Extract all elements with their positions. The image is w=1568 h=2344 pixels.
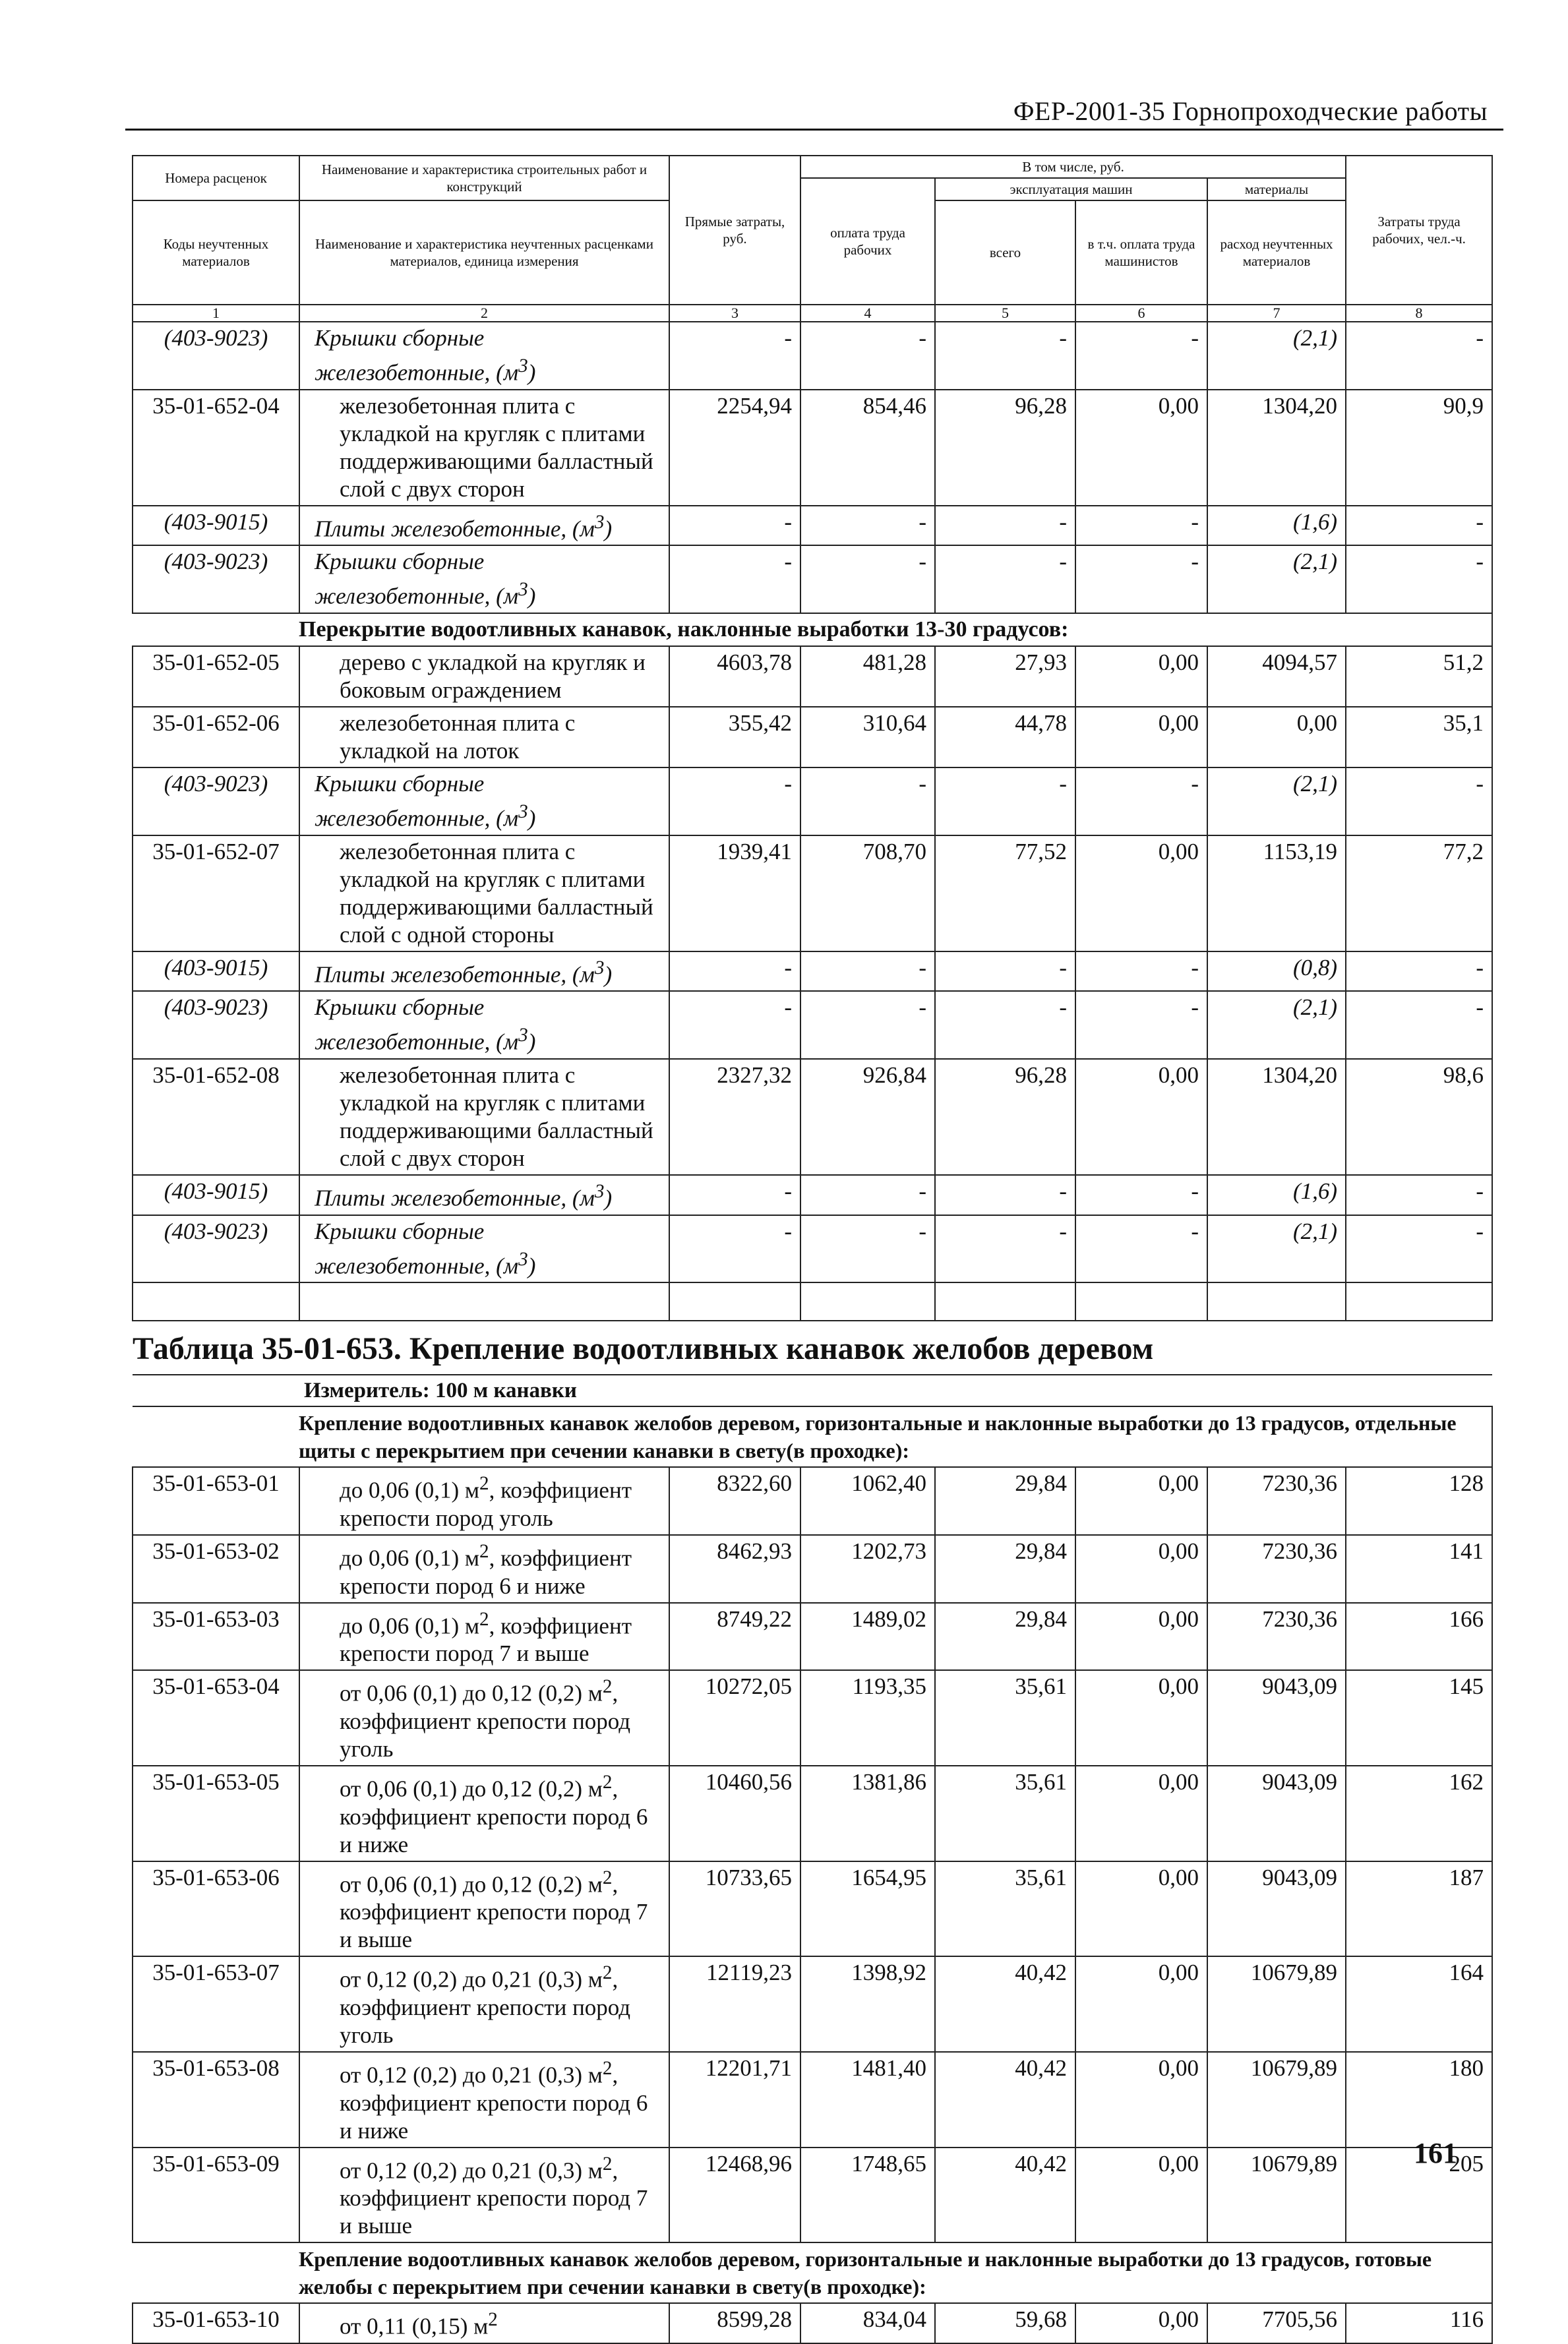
value-cell: 1304,20 — [1207, 390, 1346, 506]
value-cell: 12468,96 — [669, 2148, 800, 2243]
value-cell: 10679,89 — [1207, 2052, 1346, 2148]
value-cell: 0,00 — [1075, 2052, 1207, 2148]
rate-description: до 0,06 (0,1) $м^2$, коэффициент крепости пород 7 и выше — [299, 1603, 669, 1671]
col2-header-bottom: Наименование и характеристика неучтенных расценками материалов, единица измерения — [299, 200, 669, 305]
value-cell: 708,70 — [800, 835, 935, 951]
value-cell: 7705,56 — [1207, 2303, 1346, 2343]
value-cell: 166 — [1346, 1603, 1492, 1671]
material-row — [133, 951, 1492, 992]
rate-row — [133, 2052, 1492, 2148]
column-number: 4 — [800, 305, 935, 322]
value-cell: - — [800, 767, 935, 835]
value-cell: 10679,89 — [1207, 2148, 1346, 2243]
value-cell: 35,61 — [935, 1670, 1075, 1766]
value-cell: (1,6) — [1207, 1175, 1346, 1215]
table-title: Таблица 35-01-653. Крепление водоотливных канавок желобов деревом — [133, 1321, 1492, 1375]
column-number: 5 — [935, 305, 1075, 322]
value-cell: 10460,56 — [669, 1766, 800, 1861]
material-name: Плиты железобетонные, $(м^3)$ — [299, 506, 669, 546]
value-cell: - — [669, 1215, 800, 1283]
value-cell: 128 — [1346, 1467, 1492, 1535]
value-cell: 35,61 — [935, 1861, 1075, 1957]
value-cell: 481,28 — [800, 646, 935, 707]
value-cell: 4094,57 — [1207, 646, 1346, 707]
col7-header: расход неучтенных материалов — [1207, 200, 1346, 305]
rate-description: железобетонная плита с укладкой на кругляк с плитами поддерживающими балластный слой с одной стороны — [299, 835, 669, 951]
rate-description: дерево с укладкой на кругляк и боковым ограждением — [299, 646, 669, 707]
value-cell: - — [669, 991, 800, 1059]
value-cell: - — [1346, 322, 1492, 390]
value-cell: 0,00 — [1075, 707, 1207, 767]
value-cell: 96,28 — [935, 1059, 1075, 1175]
value-cell: - — [669, 1175, 800, 1215]
value-cell: 1481,40 — [800, 2052, 935, 2148]
value-cell: 10272,05 — [669, 1670, 800, 1766]
section-heading-text: Крепление водоотливных канавок желобов деревом, горизонтальные и наклонные выработки до 13 градусов, готовые желобы с перекрытием при сечении канавки в свету(в проходке): — [133, 2242, 1492, 2303]
section-heading — [133, 2242, 1492, 2303]
gap-cell — [1075, 1282, 1207, 1321]
value-cell: 1202,73 — [800, 1535, 935, 1603]
value-cell: 926,84 — [800, 1059, 935, 1175]
value-cell: 187 — [1346, 1861, 1492, 1957]
value-cell: 116 — [1346, 2303, 1492, 2343]
rate-description: железобетонная плита с укладкой на кругляк с плитами поддерживающими балластный слой с двух сторон — [299, 390, 669, 506]
value-cell: 310,64 — [800, 707, 935, 767]
value-cell: 1939,41 — [669, 835, 800, 951]
rate-row — [133, 1603, 1492, 1671]
material-row — [133, 545, 1492, 613]
value-cell: 0,00 — [1075, 835, 1207, 951]
value-cell: 7230,36 — [1207, 1603, 1346, 1671]
gap-cell — [1207, 1282, 1346, 1321]
value-cell: 1381,86 — [800, 1766, 935, 1861]
material-code: (403-9023) — [133, 767, 299, 835]
value-cell: - — [1346, 767, 1492, 835]
value-cell: - — [935, 322, 1075, 390]
value-cell: (2,1) — [1207, 1215, 1346, 1283]
value-cell: 1748,65 — [800, 2148, 935, 2243]
rate-description: железобетонная плита с укладкой на лоток — [299, 707, 669, 767]
material-name: Крышки сборные железобетонные, $(м^3)$ — [299, 322, 669, 390]
material-code: (403-9015) — [133, 951, 299, 992]
gap-cell — [299, 1282, 669, 1321]
rate-row — [133, 1670, 1492, 1766]
rate-description: железобетонная плита с укладкой на кругляк с плитами поддерживающими балластный слой с двух сторон — [299, 1059, 669, 1175]
value-cell: 77,2 — [1346, 835, 1492, 951]
machines-header: эксплуатация машин — [935, 178, 1207, 200]
value-cell: - — [935, 767, 1075, 835]
value-cell: 8462,93 — [669, 1535, 800, 1603]
rate-code: 35-01-652-07 — [133, 835, 299, 951]
material-code: (403-9023) — [133, 1215, 299, 1283]
value-cell: - — [669, 545, 800, 613]
section-heading — [133, 613, 1492, 646]
value-cell: 27,93 — [935, 646, 1075, 707]
section-heading-text: Перекрытие водоотливных канавок, наклонные выработки 13-30 градусов: — [133, 613, 1492, 646]
value-cell: 0,00 — [1075, 390, 1207, 506]
value-cell: 44,78 — [935, 707, 1075, 767]
gap-cell — [133, 1282, 299, 1321]
value-cell: - — [669, 767, 800, 835]
material-code: (403-9023) — [133, 545, 299, 613]
page-header — [125, 96, 1503, 131]
value-cell: - — [935, 1215, 1075, 1283]
column-number: 7 — [1207, 305, 1346, 322]
rate-description: от 0,12 (0,2) до 0,21 (0,3) $м^2$, коэффициент крепости пород 7 и выше — [299, 2148, 669, 2243]
material-name: Плиты железобетонные, $(м^3)$ — [299, 951, 669, 992]
value-cell: 2254,94 — [669, 390, 800, 506]
value-cell: 355,42 — [669, 707, 800, 767]
rate-row — [133, 2148, 1492, 2243]
value-cell: 96,28 — [935, 390, 1075, 506]
material-row — [133, 1175, 1492, 1215]
value-cell: - — [1346, 951, 1492, 992]
rate-row — [133, 390, 1492, 506]
value-cell: - — [1346, 1215, 1492, 1283]
material-row — [133, 1215, 1492, 1283]
table-gap — [133, 1282, 1492, 1321]
value-cell: 8599,28 — [669, 2303, 800, 2343]
value-cell: 12201,71 — [669, 2052, 800, 2148]
value-cell: (1,6) — [1207, 506, 1346, 546]
value-cell: - — [1075, 951, 1207, 992]
value-cell: - — [935, 506, 1075, 546]
value-cell: 1304,20 — [1207, 1059, 1346, 1175]
col5-header: всего — [935, 200, 1075, 305]
value-cell: 9043,09 — [1207, 1861, 1346, 1957]
rate-code: 35-01-652-06 — [133, 707, 299, 767]
value-cell: 29,84 — [935, 1467, 1075, 1535]
value-cell: 1654,95 — [800, 1861, 935, 1957]
value-cell: 10733,65 — [669, 1861, 800, 1957]
value-cell: 1153,19 — [1207, 835, 1346, 951]
rate-row — [133, 1059, 1492, 1175]
rate-description: от 0,12 (0,2) до 0,21 (0,3) $м^2$, коэффициент крепости пород 6 и ниже — [299, 2052, 669, 2148]
rate-row — [133, 1956, 1492, 2052]
value-cell: 40,42 — [935, 2052, 1075, 2148]
value-cell: 180 — [1346, 2052, 1492, 2148]
col1-header-top: Номера расценок — [133, 156, 299, 200]
rate-code: 35-01-653-05 — [133, 1766, 299, 1861]
rate-description: от 0,06 (0,1) до 0,12 (0,2) $м^2$, коэффициент крепости пород уголь — [299, 1670, 669, 1766]
value-cell: - — [1075, 545, 1207, 613]
material-code: (403-9023) — [133, 322, 299, 390]
rate-description: от 0,06 (0,1) до 0,12 (0,2) $м^2$, коэффициент крепости пород 6 и ниже — [299, 1766, 669, 1861]
rate-description: до 0,06 (0,1) $м^2$, коэффициент крепости пород 6 и ниже — [299, 1535, 669, 1603]
value-cell: 0,00 — [1075, 1766, 1207, 1861]
value-cell: - — [1075, 767, 1207, 835]
value-cell: 7230,36 — [1207, 1467, 1346, 1535]
value-cell: - — [1346, 991, 1492, 1059]
rate-description: от 0,11 (0,15) $м^2$ — [299, 2303, 669, 2343]
value-cell: 12119,23 — [669, 1956, 800, 2052]
value-cell: - — [1075, 991, 1207, 1059]
column-number: 8 — [1346, 305, 1492, 322]
value-cell: - — [1075, 322, 1207, 390]
value-cell: 0,00 — [1075, 1670, 1207, 1766]
value-cell: (2,1) — [1207, 545, 1346, 613]
value-cell: 0,00 — [1075, 1535, 1207, 1603]
gap-cell — [935, 1282, 1075, 1321]
gap-cell — [1346, 1282, 1492, 1321]
col8-header: Затраты труда рабочих, чел.-ч. — [1346, 156, 1492, 305]
value-cell: 0,00 — [1075, 646, 1207, 707]
value-cell: 9043,09 — [1207, 1766, 1346, 1861]
table-title-row — [133, 1321, 1492, 1375]
value-cell: 9043,09 — [1207, 1670, 1346, 1766]
rate-code: 35-01-652-04 — [133, 390, 299, 506]
material-name: Крышки сборные железобетонные, $(м^3)$ — [299, 767, 669, 835]
value-cell: 0,00 — [1075, 1059, 1207, 1175]
gap-cell — [800, 1282, 935, 1321]
rate-code: 35-01-652-08 — [133, 1059, 299, 1175]
value-cell: - — [935, 991, 1075, 1059]
value-cell: 90,9 — [1346, 390, 1492, 506]
value-cell: 7230,36 — [1207, 1535, 1346, 1603]
value-cell: 35,61 — [935, 1766, 1075, 1861]
value-cell: 162 — [1346, 1766, 1492, 1861]
incl-header: В том числе, руб. — [800, 156, 1346, 178]
rate-row — [133, 1861, 1492, 1957]
value-cell: 59,68 — [935, 2303, 1075, 2343]
column-number: 1 — [133, 305, 299, 322]
value-cell: 35,1 — [1346, 707, 1492, 767]
value-cell: - — [800, 951, 935, 992]
value-cell: 10679,89 — [1207, 1956, 1346, 2052]
value-cell: - — [1075, 506, 1207, 546]
value-cell: - — [800, 1175, 935, 1215]
material-name: Крышки сборные железобетонные, $(м^3)$ — [299, 545, 669, 613]
materials-header: материалы — [1207, 178, 1346, 200]
material-name: Крышки сборные железобетонные, $(м^3)$ — [299, 1215, 669, 1283]
value-cell: 98,6 — [1346, 1059, 1492, 1175]
rate-code: 35-01-653-07 — [133, 1956, 299, 2052]
value-cell: 1398,92 — [800, 1956, 935, 2052]
value-cell: 40,42 — [935, 1956, 1075, 2052]
value-cell: 1062,40 — [800, 1467, 935, 1535]
rate-code: 35-01-652-05 — [133, 646, 299, 707]
section-heading — [133, 1406, 1492, 1467]
rate-code: 35-01-653-03 — [133, 1603, 299, 1671]
value-cell: 834,04 — [800, 2303, 935, 2343]
rate-code: 35-01-653-10 — [133, 2303, 299, 2343]
column-number: 6 — [1075, 305, 1207, 322]
value-cell: - — [935, 545, 1075, 613]
value-cell: 0,00 — [1075, 1603, 1207, 1671]
value-cell: - — [935, 951, 1075, 992]
value-cell: 0,00 — [1075, 1467, 1207, 1535]
value-cell: (2,1) — [1207, 322, 1346, 390]
column-numbers-row — [133, 305, 1492, 322]
gap-cell — [669, 1282, 800, 1321]
value-cell: 0,00 — [1075, 1861, 1207, 1957]
value-cell: 4603,78 — [669, 646, 800, 707]
value-cell: 145 — [1346, 1670, 1492, 1766]
value-cell: - — [669, 506, 800, 546]
rate-row — [133, 1766, 1492, 1861]
material-name: Крышки сборные железобетонные, $(м^3)$ — [299, 991, 669, 1059]
value-cell: 1193,35 — [800, 1670, 935, 1766]
value-cell: 141 — [1346, 1535, 1492, 1603]
value-cell: 77,52 — [935, 835, 1075, 951]
column-number: 2 — [299, 305, 669, 322]
value-cell: - — [1346, 506, 1492, 546]
value-cell: 8749,22 — [669, 1603, 800, 1671]
value-cell: - — [800, 545, 935, 613]
value-cell: (0,8) — [1207, 951, 1346, 992]
rate-code: 35-01-653-09 — [133, 2148, 299, 2243]
value-cell: 0,00 — [1075, 1956, 1207, 2052]
meter-row — [133, 1375, 1492, 1406]
value-cell: - — [1346, 1175, 1492, 1215]
rate-code: 35-01-653-04 — [133, 1670, 299, 1766]
value-cell: 205 — [1346, 2148, 1492, 2243]
page-number: 161 — [1414, 2137, 1457, 2169]
value-cell: (2,1) — [1207, 991, 1346, 1059]
value-cell: 51,2 — [1346, 646, 1492, 707]
col3-header: Прямые затраты, руб. — [669, 156, 800, 305]
rates-table — [132, 155, 1493, 2344]
meter-text: Измеритель: 100 м канавки — [133, 1375, 1492, 1406]
rate-code: 35-01-653-08 — [133, 2052, 299, 2148]
value-cell: - — [1346, 545, 1492, 613]
material-row — [133, 991, 1492, 1059]
document-title: ФЕР-2001-35 Горнопроходческие работы — [1013, 96, 1488, 126]
material-row — [133, 767, 1492, 835]
value-cell: (2,1) — [1207, 767, 1346, 835]
value-cell: 164 — [1346, 1956, 1492, 2052]
value-cell: 854,46 — [800, 390, 935, 506]
value-cell: - — [1075, 1215, 1207, 1283]
rate-row — [133, 1535, 1492, 1603]
material-row — [133, 506, 1492, 546]
col1-header-bottom: Коды неучтенных материалов — [133, 200, 299, 305]
value-cell: 2327,32 — [669, 1059, 800, 1175]
col6-header: в т.ч. оплата труда машинистов — [1075, 200, 1207, 305]
value-cell: - — [800, 506, 935, 546]
value-cell: - — [800, 322, 935, 390]
value-cell: - — [935, 1175, 1075, 1215]
col2-header-top: Наименование и характеристика строительных работ и конструкций — [299, 156, 669, 200]
header-row — [133, 156, 1492, 178]
material-code: (403-9023) — [133, 991, 299, 1059]
value-cell: 8322,60 — [669, 1467, 800, 1535]
rate-code: 35-01-653-02 — [133, 1535, 299, 1603]
material-code: (403-9015) — [133, 506, 299, 546]
rate-row — [133, 2303, 1492, 2343]
rate-description: от 0,06 (0,1) до 0,12 (0,2) $м^2$, коэффициент крепости пород 7 и выше — [299, 1861, 669, 1957]
rate-description: до 0,06 (0,1) $м^2$, коэффициент крепости пород уголь — [299, 1467, 669, 1535]
value-cell: 29,84 — [935, 1603, 1075, 1671]
table-body — [133, 156, 1492, 2343]
value-cell: - — [669, 322, 800, 390]
column-number: 3 — [669, 305, 800, 322]
value-cell: - — [1075, 1175, 1207, 1215]
material-row — [133, 322, 1492, 390]
rate-code: 35-01-653-06 — [133, 1861, 299, 1957]
value-cell: - — [800, 1215, 935, 1283]
rate-description: от 0,12 (0,2) до 0,21 (0,3) $м^2$, коэффициент крепости пород уголь — [299, 1956, 669, 2052]
rate-code: 35-01-653-01 — [133, 1467, 299, 1535]
rate-row — [133, 1467, 1492, 1535]
value-cell: - — [669, 951, 800, 992]
value-cell: 0,00 — [1075, 2148, 1207, 2243]
material-name: Плиты железобетонные, $(м^3)$ — [299, 1175, 669, 1215]
rate-row — [133, 707, 1492, 767]
rate-row — [133, 646, 1492, 707]
value-cell: 0,00 — [1207, 707, 1346, 767]
value-cell: 1489,02 — [800, 1603, 935, 1671]
value-cell: 29,84 — [935, 1535, 1075, 1603]
rate-row — [133, 835, 1492, 951]
value-cell: 0,00 — [1075, 2303, 1207, 2343]
col4-header: оплата труда рабочих — [800, 178, 935, 305]
value-cell: 40,42 — [935, 2148, 1075, 2243]
material-code: (403-9015) — [133, 1175, 299, 1215]
section-heading-text: Крепление водоотливных канавок желобов деревом, горизонтальные и наклонные выработки до 13 градусов, отдельные щиты с перекрытием при сечении канавки в свету(в проходке): — [133, 1406, 1492, 1467]
value-cell: - — [800, 991, 935, 1059]
